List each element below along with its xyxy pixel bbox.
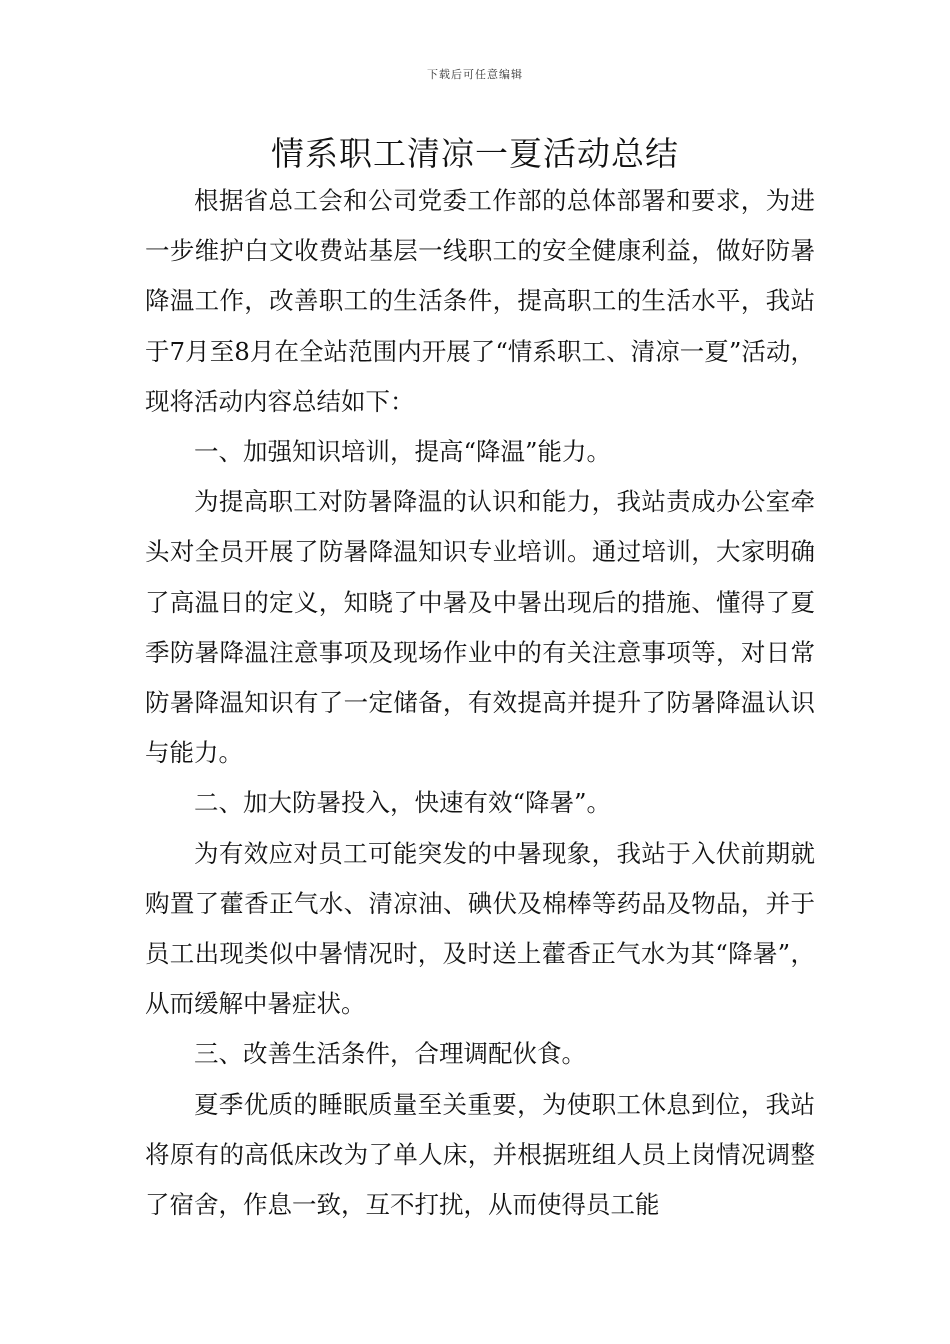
document-title: 情系职工清凉一夏活动总结 — [271, 134, 679, 173]
section-3-paragraph: 夏季优质的睡眠质量至关重要，为使职工休息到位，我站将原有的高低床改为了单人床，并根据班组人员上岗情况调整了宿舍，作息一致，互不打扰，从而使得员工能 — [145, 1089, 815, 1220]
section-heading-3: 三、改善生活条件，合理调配伙食。 — [194, 1039, 586, 1069]
document-body — [145, 176, 815, 1230]
section-1-paragraph: 为提高职工对防暑降温的认识和能力，我站责成办公室牵头对全员开展了防暑降温知识专业培训。通过培训，大家明确了高温日的定义，知晓了中暑及中暑出现后的措施、懂得了夏季防暑降温注意事项及现场作业中的有关注意事项等，对日常防暑降温知识有了一定储备，有效提高并提升了防暑降温认识与能力。 — [145, 487, 815, 768]
header-note: 下载后可任意编辑 — [427, 68, 523, 81]
intro-paragraph: 根据省总工会和公司党委工作部的总体部署和要求，为进一步维护白文收费站基层一线职工的安全健康利益，做好防暑降温工作，改善职工的生活条件，提高职工的生活水平，我站于7月至8月在全站范围内开展了“情系职工、清凉一夏”活动，现将活动内容总结如下： — [145, 186, 815, 416]
section-heading-2: 二、加大防暑投入，快速有效“降暑”。 — [194, 788, 612, 818]
section-2-paragraph: 为有效应对员工可能突发的中暑现象，我站于入伏前期就购置了藿香正气水、清凉油、碘伏及棉棒等药品及物品，并于员工出现类似中暑情况时，及时送上藿香正气水为其“降暑”，从而缓解中暑症状。 — [145, 838, 815, 1019]
section-heading-1: 一、加强知识培训，提高“降温”能力。 — [194, 437, 612, 467]
